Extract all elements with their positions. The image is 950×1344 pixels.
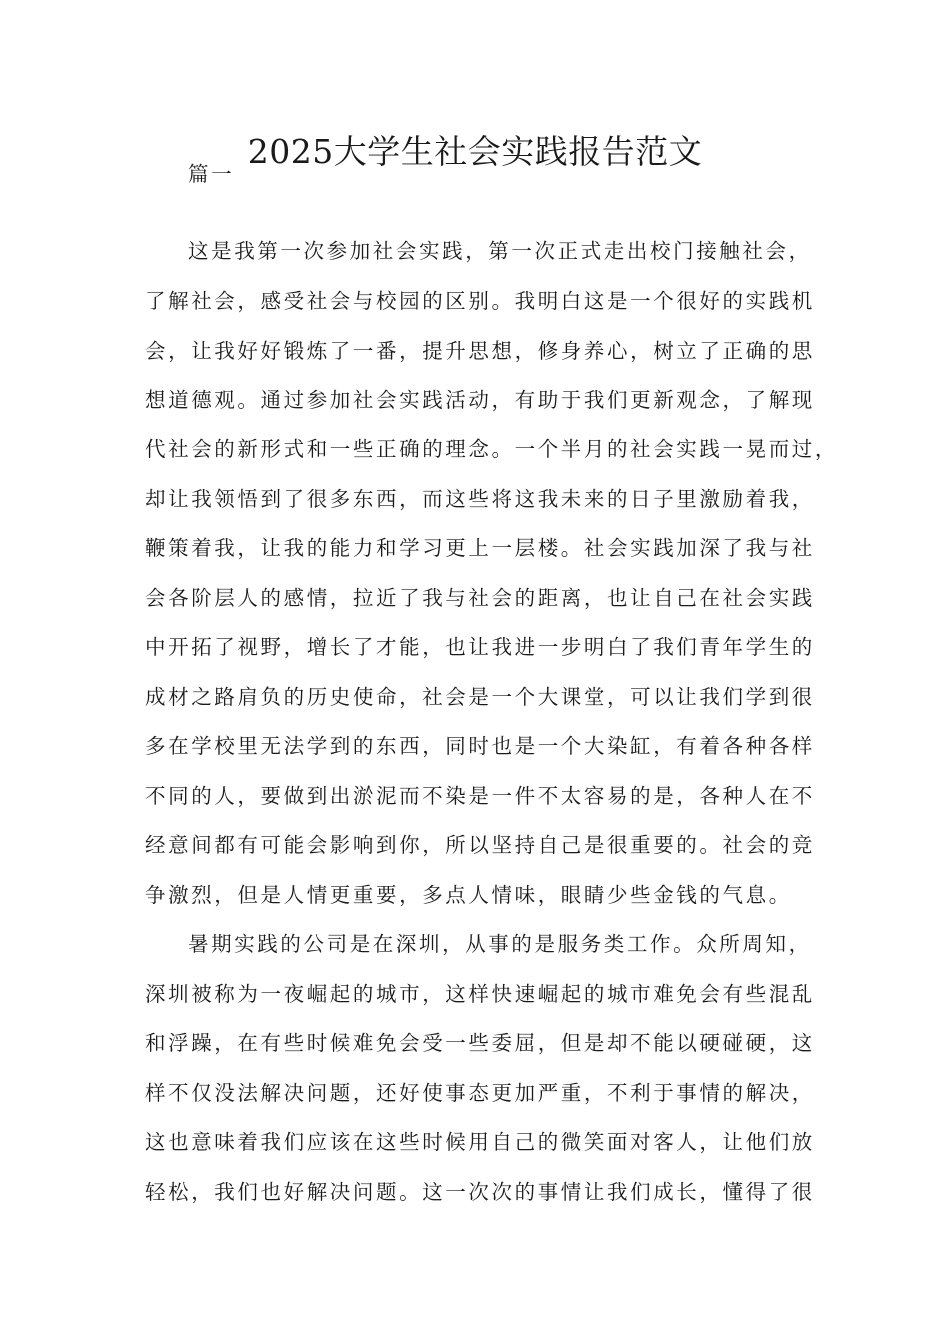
paragraph-line: 多在学校里无法学到的东西，同时也是一个大染缸，有着各种各样 <box>145 734 815 758</box>
paragraph-line: 却让我领悟到了很多东西，而这些将这我未来的日子里激励着我， <box>145 487 815 511</box>
paragraph-line: 成材之路肩负的历史使命，社会是一个大课堂，可以让我们学到很 <box>145 685 815 709</box>
paragraph-line: 和浮躁，在有些时候难免会受一些委屈，但是却不能以硬碰硬，这 <box>145 1031 815 1055</box>
paragraph-line: 不同的人，要做到出淤泥而不染是一件不太容易的是，各种人在不 <box>145 784 815 808</box>
paragraph-line: 中开拓了视野，增长了才能，也让我进一步明白了我们青年学生的 <box>145 635 815 659</box>
document-title: 2025大学生社会实践报告范文 <box>247 132 703 171</box>
paragraph-line: 深圳被称为一夜崛起的城市，这样快速崛起的城市难免会有些混乱 <box>145 982 815 1006</box>
paragraph-line: 样不仅没法解决问题，还好使事态更加严重，不利于事情的解决， <box>145 1081 815 1105</box>
paragraph-line: 鞭策着我，让我的能力和学习更上一层楼。社会实践加深了我与社 <box>145 536 815 560</box>
paragraph-line: 争激烈，但是人情更重要，多点人情味，眼睛少些金钱的气息。 <box>145 883 792 907</box>
paragraph-line: 了解社会，感受社会与校园的区别。我明白这是一个很好的实践机 <box>145 289 815 313</box>
paragraph-line: 会各阶层人的感情，拉近了我与社会的距离，也让自己在社会实践 <box>145 586 815 610</box>
paragraph-line: 暑期实践的公司是在深圳，从事的是服务类工作。众所周知， <box>188 932 812 956</box>
paragraph-line: 代社会的新形式和一些正确的理念。一个半月的社会实践一晃而过， <box>145 437 838 461</box>
paragraph-line: 轻松，我们也好解决问题。这一次次的事情让我们成长，懂得了很 <box>145 1180 815 1204</box>
paragraph-line: 这也意味着我们应该在这些时候用自己的微笑面对客人，让他们放 <box>145 1130 815 1154</box>
paragraph-line: 想道德观。通过参加社会实践活动，有助于我们更新观念，了解现 <box>145 388 815 412</box>
paragraph-line: 经意间都有可能会影响到你，所以坚持自己是很重要的。社会的竞 <box>145 833 815 857</box>
paragraph-line: 会，让我好好锻炼了一番，提升思想，修身养心，树立了正确的思 <box>145 339 815 363</box>
paragraph-line: 这是我第一次参加社会实践，第一次正式走出校门接触社会， <box>188 239 812 263</box>
section-label: 篇一 <box>188 162 235 186</box>
